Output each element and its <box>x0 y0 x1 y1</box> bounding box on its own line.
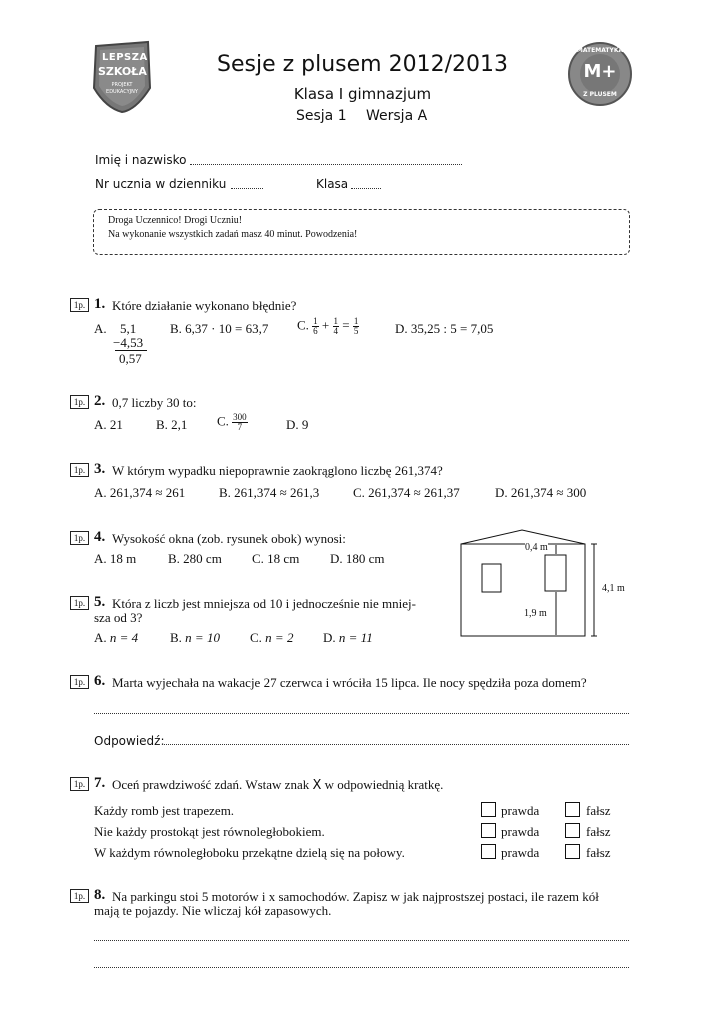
false-checkbox[interactable] <box>565 823 580 838</box>
wall-figure <box>455 528 630 640</box>
question-number: 6. <box>94 673 106 689</box>
logo-word-3: PROJEKT <box>111 82 133 88</box>
points-badge: 1p. <box>70 298 89 312</box>
false-label: fałsz <box>586 824 611 839</box>
answer-a: A. n = 4 <box>94 630 139 645</box>
answer-field[interactable] <box>162 744 629 745</box>
logo-word-1: LEPSZA <box>102 52 148 63</box>
false-checkbox[interactable] <box>565 802 580 817</box>
true-checkbox[interactable] <box>481 802 496 817</box>
answer-b: B. 6,37 · 10 = 63,7 <box>170 321 269 336</box>
class-subtitle: Klasa I gimnazjum <box>293 85 432 103</box>
points-badge: 1p. <box>70 777 89 791</box>
subtraction-result: 0,57 <box>119 351 142 366</box>
dimension-height: 4,1 m <box>602 583 625 594</box>
true-checkbox[interactable] <box>481 823 496 838</box>
false-checkbox[interactable] <box>565 844 580 859</box>
session-label: Sesja 1 <box>296 108 347 124</box>
answer-a: A. 261,374 ≈ 261 <box>94 485 186 500</box>
answer-line[interactable] <box>94 940 629 941</box>
fraction: $\frac{1}{4}$ <box>333 316 339 336</box>
page-title: Sesje z plusem 2012/2013 <box>217 52 508 77</box>
points-badge: 1p. <box>70 395 89 409</box>
answer-b: B. 2,1 <box>156 417 188 432</box>
logo-word-4: EDUKACYJNY <box>106 89 138 95</box>
answer-c-label: C. <box>297 317 309 333</box>
question-text: Która z liczb jest mniejsza od 10 i jednocześnie nie mniej- <box>112 596 416 611</box>
question-text: Wysokość okna (zob. rysunek obok) wynosi: <box>112 531 346 546</box>
question-number: 4. <box>94 529 106 545</box>
question-text-cont: mają te pojazdy. Nie wliczaj kół zapasowych. <box>94 903 332 918</box>
question-text: 0,7 liczby 30 to: <box>112 395 197 410</box>
answer-label: Odpowiedź: <box>94 734 165 748</box>
false-label: fałsz <box>586 803 611 818</box>
answer-c: C. n = 2 <box>250 630 294 645</box>
answer-a: A. 21 <box>94 417 123 432</box>
false-label: fałsz <box>586 845 611 860</box>
question-text: W którym wypadku niepoprawnie zaokrąglono liczbę 261,374? <box>112 463 443 478</box>
question-number: 7. <box>94 775 106 791</box>
true-label: prawda <box>501 845 540 860</box>
dimension-top-gap: 0,4 m <box>525 542 548 553</box>
answer-a: A. 18 m <box>94 551 137 566</box>
true-label: prawda <box>501 824 540 839</box>
answer-line[interactable] <box>94 967 629 968</box>
fraction: $\frac{300}{7}$ <box>233 412 247 432</box>
answer-c: C. $\frac{1}{6}$ + $\frac{1}{4}$ = $\frac{1}{5}$ <box>297 316 359 336</box>
question-text: Marta wyjechała na wakacje 27 czerwca i wróciła 15 lipca. Ile nocy spędziła poza domem? <box>112 675 587 690</box>
subtraction-top: 5,1 <box>120 321 137 336</box>
statement: Każdy romb jest trapezem. <box>94 803 235 818</box>
instructions-line-2: Na wykonanie wszystkich zadań masz 40 minut. Powodzenia! <box>108 229 358 240</box>
question-text: Oceń prawdziwość zdań. Wstaw znak X w odpowiednią kratkę. <box>112 777 444 793</box>
answer-c: C. 261,374 ≈ 261,37 <box>353 485 460 500</box>
points-badge: 1p. <box>70 889 89 903</box>
answer-c-label: C. <box>217 413 229 429</box>
answer-c: C. 18 cm <box>252 551 300 566</box>
points-badge: 1p. <box>70 463 89 477</box>
logo-top-text: MATEMATYKA <box>576 47 624 54</box>
true-label: prawda <box>501 803 540 818</box>
class-field[interactable] <box>351 188 381 189</box>
statement: Nie każdy prostokąt jest równoległobokiem. <box>94 824 325 839</box>
subtraction-operand: −4,53 <box>113 335 144 350</box>
answer-d: D. 35,25 : 5 = 7,05 <box>395 321 494 336</box>
points-badge: 1p. <box>70 596 89 610</box>
answer-line[interactable] <box>94 713 629 714</box>
x-mark: X <box>312 778 322 793</box>
question-text: Na parkingu stoi 5 motorów i x samochodów. Zapisz w jak najprostszej postaci, ile razem kół <box>112 889 599 904</box>
logo-mplus: M+ <box>583 61 617 82</box>
question-number: 1. <box>94 296 106 312</box>
question-text: Które działanie wykonano błędnie? <box>112 298 297 313</box>
answer-b: B. n = 10 <box>170 630 220 645</box>
question-number: 3. <box>94 461 106 477</box>
points-badge: 1p. <box>70 675 89 689</box>
instructions-line-1: Droga Uczennico! Drogi Uczniu! <box>108 215 243 226</box>
name-field[interactable] <box>190 164 462 165</box>
true-checkbox[interactable] <box>481 844 496 859</box>
answer-d: D. n = 11 <box>323 630 373 645</box>
answer-a-label: A. <box>94 321 107 336</box>
answer-b: B. 261,374 ≈ 261,3 <box>219 485 320 500</box>
statement: W każdym równoległoboku przekątne dzielą się na połowy. <box>94 845 405 860</box>
student-number-field[interactable] <box>231 188 263 189</box>
class-label: Klasa <box>316 177 349 191</box>
question-number: 8. <box>94 887 106 903</box>
name-label: Imię i nazwisko <box>95 153 187 167</box>
points-badge: 1p. <box>70 531 89 545</box>
logo-bottom-text: Z PLUSEM <box>583 91 617 98</box>
answer-d: D. 9 <box>286 417 309 432</box>
fraction: $\frac{1}{5}$ <box>353 316 359 336</box>
student-number-label: Nr ucznia w dzienniku <box>95 177 227 191</box>
question-text-cont: sza od 3? <box>94 610 143 625</box>
question-number: 2. <box>94 393 106 409</box>
question-number: 5. <box>94 594 106 610</box>
fraction: $\frac{1}{6}$ <box>313 316 318 336</box>
answer-b: B. 280 cm <box>168 551 222 566</box>
logo-word-2: SZKOŁA <box>98 65 147 78</box>
dimension-sill: 1,9 m <box>524 608 547 619</box>
answer-d: D. 180 cm <box>330 551 385 566</box>
answer-d: D. 261,374 ≈ 300 <box>495 485 587 500</box>
version-label: Wersja A <box>366 108 428 124</box>
answer-c <box>217 413 248 432</box>
